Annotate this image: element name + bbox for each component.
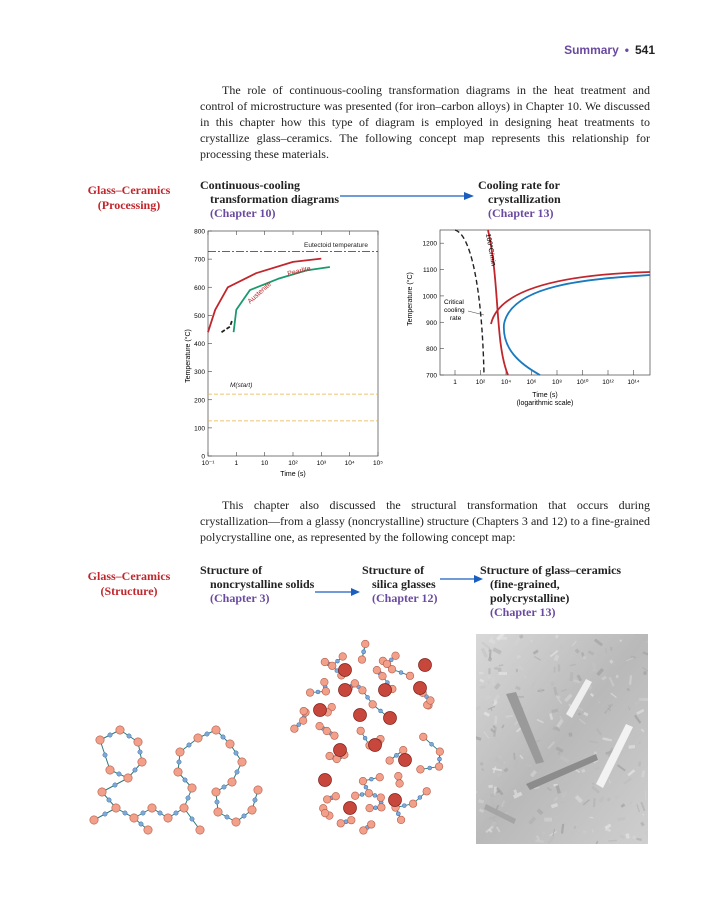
paragraph-structure-text: This chapter also discussed the structural transformation that occurs during crystallization—from a glassy (noncrystalline) structure (Chapters 3 and 12) to a fine-grained polycrystalline one, as represented by the following concept map: [200, 498, 650, 544]
micrograph-texture-grain [490, 793, 497, 797]
crystal-sphere [419, 659, 432, 672]
silicon-atom [394, 753, 398, 757]
silicon-atom [174, 811, 178, 815]
cct-ytick-label: 600 [194, 284, 205, 292]
silicon-atom [103, 812, 107, 816]
oxygen-atom [376, 773, 384, 781]
silicon-atom [234, 751, 238, 755]
silicon-atom [316, 690, 320, 694]
oxygen-atom [291, 725, 299, 733]
oxygen-atom [174, 768, 182, 776]
cct-ytick-label: 800 [194, 228, 205, 236]
silicon-atom [335, 659, 339, 663]
cr-ytick-label: 700 [426, 372, 437, 380]
micrograph-texture-grain [639, 698, 648, 701]
map1-node-cooling-rate-line1: Cooling rate for [478, 178, 560, 192]
crystal-sphere [334, 744, 347, 757]
micrograph-texture-grain [499, 637, 507, 640]
page-number: 541 [634, 43, 655, 57]
silicon-atom [222, 785, 226, 789]
crystal-sphere [414, 682, 427, 695]
cr-xtick-label: 10⁴ [500, 379, 512, 386]
oxygen-atom [419, 733, 427, 741]
map2-node-noncrystalline [200, 563, 314, 605]
oxygen-atom [373, 666, 381, 674]
map1-side-label-line1: Glass–Ceramics [87, 183, 171, 197]
silicon-atom [402, 804, 406, 808]
silicon-atom [235, 770, 239, 774]
oxygen-atom [377, 794, 385, 802]
silicon-atom [103, 753, 107, 757]
oxygen-atom [427, 697, 435, 705]
cct-annot-eutectoid: Eutectoid temperature [304, 242, 368, 249]
oxygen-atom [112, 804, 120, 812]
silicon-atom [430, 742, 434, 746]
cct-ytick-label: 300 [194, 369, 205, 377]
cr-xtick-label: 10¹² [602, 379, 614, 386]
silicon-atom [107, 798, 111, 802]
micrograph-texture-grain [503, 761, 506, 764]
silicon-atom [138, 750, 142, 754]
crystal-sphere [384, 712, 397, 725]
oxygen-atom [351, 792, 359, 800]
oxygen-atom [409, 800, 417, 808]
silicon-atom [141, 811, 145, 815]
silicon-atom [437, 757, 441, 761]
crystal-sphere [389, 794, 402, 807]
cr-annot-critical-3: rate [450, 315, 462, 322]
map2-node-gc-line1: Structure of glass–ceramics [480, 563, 622, 577]
oxygen-atom [134, 738, 142, 746]
oxygen-atom [326, 752, 334, 760]
cr-plot-frame [440, 230, 650, 375]
cct-plot-frame [208, 231, 378, 456]
cr-xtick-label: 10¹⁰ [576, 379, 589, 386]
crystal-sphere [339, 684, 352, 697]
cr-chart-xlabel: Time (s) [532, 392, 558, 399]
oxygen-atom [379, 672, 387, 680]
oxygen-atom [299, 717, 307, 725]
micrograph-texture-grain [488, 785, 492, 788]
micrograph-texture-grain [610, 647, 612, 651]
cct-xtick-label: 1 [234, 460, 239, 467]
oxygen-atom [378, 804, 386, 812]
oxygen-atom [361, 640, 369, 648]
map2-node-silica-line1: Structure of [362, 563, 425, 577]
oxygen-atom [358, 656, 366, 664]
cct-ytick-label: 100 [194, 425, 205, 433]
running-head [564, 43, 655, 57]
oxygen-atom [395, 772, 403, 780]
silicon-atom [363, 736, 367, 740]
cr-xtick-label: 10¹⁴ [627, 379, 640, 386]
cr-ytick-label: 900 [426, 319, 437, 327]
oxygen-atom [212, 726, 220, 734]
map2-node-silica [362, 563, 437, 605]
oxygen-atom [90, 816, 98, 824]
cr-chart-xlabel2: (logarithmic scale) [516, 400, 574, 407]
oxygen-atom [214, 808, 222, 816]
micrograph-texture-grain [554, 667, 556, 673]
oxygen-atom [106, 766, 114, 774]
cr-critical-leader [468, 311, 484, 315]
oxygen-atom [176, 748, 184, 756]
silicon-atom [373, 793, 377, 797]
micrograph-texture-grain [560, 801, 565, 803]
micrograph-texture-grain [530, 639, 533, 642]
oxygen-atom [164, 814, 172, 822]
cct-chart-ylabel: Temperature (°C) [185, 329, 192, 383]
silicon-atom [117, 772, 121, 776]
silicon-atom [215, 800, 219, 804]
oxygen-atom [238, 758, 246, 766]
silicon-atom [113, 783, 117, 787]
silicon-atom [187, 743, 191, 747]
crystal-sphere [399, 754, 412, 767]
oxygen-atom [188, 784, 196, 792]
oxygen-atom [321, 658, 329, 666]
oxygen-atom [406, 672, 414, 680]
oxygen-atom [347, 816, 355, 824]
oxygen-atom [359, 687, 367, 695]
micrograph-texture-grain [542, 831, 545, 835]
crystal-sphere [344, 802, 357, 815]
cct-ytick-label: 400 [194, 341, 205, 348]
oxygen-atom [116, 726, 124, 734]
map1-node-cct-line2: transformation diagrams [210, 192, 339, 206]
cr-ytick-label: 800 [426, 346, 437, 354]
cr-chart-ylabel: Temperature (°C) [407, 272, 414, 326]
map1-node-cooling-rate-ref: (Chapter 13) [488, 206, 554, 220]
cr-xtick-label: 10⁶ [526, 379, 537, 386]
cr-annot-critical: Critical [444, 299, 464, 306]
micrograph-texture-grain [488, 668, 490, 674]
oxygen-atom [397, 816, 405, 824]
oxygen-atom [367, 821, 375, 829]
cct-xtick-label: 10⁵ [373, 460, 383, 467]
oxygen-atom [194, 734, 202, 742]
cct-ytick-label: 0 [201, 453, 205, 461]
cct-chart-xlabel: Time (s) [280, 471, 306, 478]
oxygen-atom [254, 786, 262, 794]
oxygen-atom [321, 809, 329, 817]
silicon-atom [360, 793, 364, 797]
cct-series-line [222, 321, 232, 332]
micrograph-texture-grain [598, 701, 601, 704]
oxygen-atom [357, 727, 365, 735]
cr-xtick-label: 10² [475, 379, 486, 386]
silicon-atom [183, 778, 187, 782]
oxygen-atom [399, 746, 407, 754]
map2-node-gc-ref: (Chapter 13) [490, 605, 556, 619]
micrograph-texture-grain [492, 677, 495, 685]
silicon-atom [177, 760, 181, 764]
map1-node-cct-line1: Continuous-cooling [200, 178, 301, 192]
oxygen-atom [337, 820, 345, 828]
cr-ytick-label: 1000 [422, 293, 437, 301]
micrograph-texture-grain [487, 675, 490, 678]
oxygen-atom [339, 653, 347, 661]
silicon-atom [139, 822, 143, 826]
cr-ytick-label: 1200 [422, 240, 437, 248]
silicon-atom [108, 733, 112, 737]
oxygen-atom [124, 774, 132, 782]
cct-ytick-label: 500 [194, 312, 205, 320]
cooling-rate-chart [400, 224, 660, 414]
oxygen-atom [130, 814, 138, 822]
crystal-sphere [319, 774, 332, 787]
crystal-sphere [369, 739, 382, 752]
micrograph-texture-grain [628, 745, 635, 749]
silicon-atom [428, 766, 432, 770]
cr-annot-100cmin: 100°C/min [484, 233, 497, 267]
silica-glass-illustration [280, 630, 460, 845]
micrograph-texture-grain [544, 818, 552, 822]
silicon-atom [418, 796, 422, 800]
oxygen-atom [98, 788, 106, 796]
micrograph-texture-grain [499, 672, 507, 675]
map2-node-silica-ref: (Chapter 12) [372, 591, 438, 605]
cr-finish-upper [504, 275, 650, 324]
oxygen-atom [232, 818, 240, 826]
cct-annot-austenite: Austenite [246, 280, 274, 306]
cr-xtick-label: 10⁸ [552, 379, 562, 386]
running-head-section: Summary [564, 43, 619, 57]
oxygen-atom [322, 688, 330, 696]
cct-annot-mstart: M(start) [230, 382, 253, 389]
oxygen-atom [417, 766, 425, 774]
cct-xtick-label: 10³ [316, 460, 327, 467]
cr-xtick-label: 1 [453, 379, 457, 386]
oxygen-atom [248, 806, 256, 814]
oxygen-atom [96, 736, 104, 744]
oxygen-atom [332, 792, 340, 800]
micrograph-texture-grain [569, 733, 573, 737]
map2-node-gc-line3: polycrystalline) [490, 591, 570, 605]
silicon-atom [399, 671, 403, 675]
cct-annot-pearlite: Pearlite [286, 265, 312, 278]
oxygen-atom [196, 826, 204, 834]
cr-finish-lower [504, 324, 540, 375]
oxygen-atom [435, 763, 443, 771]
crystal-sphere [379, 684, 392, 697]
map2-arrow-2 [440, 571, 484, 587]
running-head-separator: • [624, 43, 629, 57]
noncrystalline-network-illustration [80, 700, 270, 840]
silicon-atom [362, 650, 366, 654]
silicon-atom [366, 695, 370, 699]
cct-ytick-label: 700 [194, 256, 205, 264]
oxygen-atom [228, 778, 236, 786]
oxygen-atom [369, 701, 377, 709]
cr-start-upper [491, 272, 650, 324]
cr-annot-critical-2: cooling [444, 307, 465, 314]
oxygen-atom [328, 662, 336, 670]
oxygen-atom [144, 826, 152, 834]
oxygen-atom [366, 804, 374, 812]
map1-node-cct-ref: (Chapter 10) [210, 206, 276, 220]
silicon-atom [127, 734, 131, 738]
oxygen-atom [396, 780, 404, 788]
map1-node-cooling-rate-line2: crystallization [488, 192, 561, 206]
silicon-atom [242, 814, 246, 818]
map1-side-label [74, 183, 184, 213]
oxygen-atom [386, 757, 394, 765]
cr-ytick-label: 1100 [423, 267, 437, 275]
silicon-atom [253, 798, 257, 802]
crystal-sphere [354, 709, 367, 722]
map2-node-gc-line2: (fine-grained, [490, 577, 560, 591]
paragraph-structure [200, 497, 650, 545]
oxygen-atom [323, 727, 331, 735]
silicon-atom [373, 806, 377, 810]
oxygen-atom [436, 748, 444, 756]
oxygen-atom [316, 722, 324, 730]
map2-node-glass-ceramics [480, 563, 621, 619]
silicon-atom [221, 735, 225, 739]
oxygen-atom [359, 777, 367, 785]
oxygen-atom [351, 680, 359, 688]
paragraph-intro-text: The role of continuous-cooling transformation diagrams in the heat treatment and control of microstructure was presented (for iron–carbon alloys) in Chapter 10. We discussed in this chapter how this type of diagram is employed in designing heat treatments to crystallize glass–ceramics. The following concept map represents this relationship for processing these materials. [200, 83, 650, 161]
oxygen-atom [212, 788, 220, 796]
oxygen-atom [365, 789, 373, 797]
cct-xtick-label: 10⁴ [344, 460, 355, 467]
oxygen-atom [226, 740, 234, 748]
map1-node-cct [200, 178, 339, 220]
map2-side-label-line2: (Structure) [100, 584, 158, 598]
cct-xtick-label: 10⁻¹ [201, 460, 215, 467]
map2-node-noncrystalline-ref: (Chapter 3) [210, 591, 270, 605]
oxygen-atom [388, 665, 396, 673]
silicon-atom [133, 768, 137, 772]
silicon-atom [190, 817, 194, 821]
oxygen-atom [392, 652, 400, 660]
map2-node-noncrystalline-line1: Structure of [200, 563, 263, 577]
silicon-atom [396, 812, 400, 816]
oxygen-atom [138, 758, 146, 766]
glass-ceramic-micrograph [476, 634, 648, 844]
map2-node-noncrystalline-line2: noncrystalline solids [210, 577, 315, 591]
oxygen-atom [360, 827, 368, 835]
oxygen-atom [300, 707, 308, 715]
oxygen-atom [180, 804, 188, 812]
paragraph-intro [200, 82, 650, 162]
micrograph-texture-grain [643, 671, 646, 675]
oxygen-atom [306, 689, 314, 697]
crystal-sphere [314, 704, 327, 717]
map2-arrow-1 [315, 584, 361, 600]
micrograph-texture-grain [615, 795, 619, 799]
map2-side-label [74, 569, 184, 599]
silicon-atom [158, 811, 162, 815]
silicon-atom [364, 785, 368, 789]
cct-ytick-label: 200 [194, 397, 205, 405]
cct-xtick-label: 10² [288, 460, 298, 467]
silicon-atom [379, 709, 383, 713]
oxygen-atom [321, 678, 329, 686]
oxygen-atom [323, 796, 331, 804]
oxygen-atom [331, 732, 339, 740]
silicon-atom [205, 732, 209, 736]
micrograph-texture-grain [516, 669, 518, 672]
oxygen-atom [423, 788, 431, 796]
micrograph-texture-grain [558, 752, 560, 755]
crystal-sphere [339, 664, 352, 677]
cct-xtick-label: 10 [261, 460, 269, 467]
cct-chart [178, 224, 388, 484]
silicon-atom [123, 811, 127, 815]
silicon-atom [186, 796, 190, 800]
map2-node-silica-line2: silica glasses [372, 577, 436, 591]
silicon-atom [225, 815, 229, 819]
micrograph-texture-grain [558, 664, 560, 671]
map1-node-cooling-rate [478, 178, 561, 220]
map2-side-label-line1: Glass–Ceramics [87, 569, 171, 583]
map1-arrow [340, 188, 475, 204]
silicon-atom [369, 777, 373, 781]
map1-side-label-line2: (Processing) [97, 198, 161, 212]
oxygen-atom [148, 804, 156, 812]
